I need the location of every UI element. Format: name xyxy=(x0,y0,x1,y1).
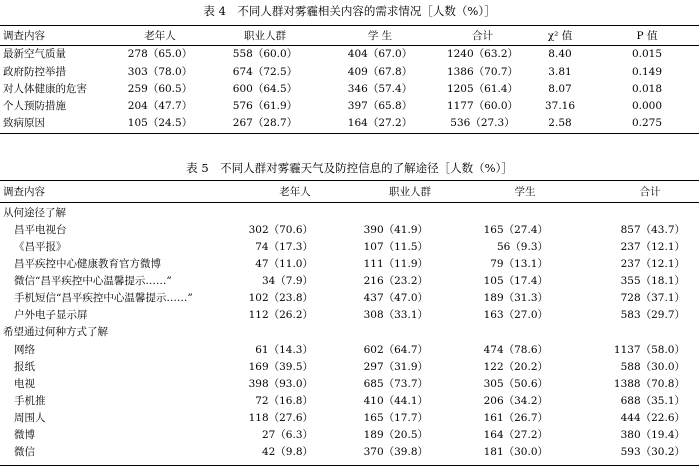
table-cell: 107（11.5） xyxy=(363,241,428,253)
table-cell: 0.000 xyxy=(631,100,663,112)
table-row xyxy=(0,259,699,275)
table-cell: 165（27.4） xyxy=(483,224,548,236)
table-cell: 0.018 xyxy=(631,83,663,95)
table-row xyxy=(0,345,699,361)
table-cell: 302（70.6） xyxy=(248,224,313,236)
table4-title: 表 4 不同人群对雾霾相关内容的需求情况［人数（%）］ xyxy=(203,4,496,18)
table-row xyxy=(0,310,699,326)
section-title: 从何途径了解 xyxy=(3,207,66,219)
table4-header-total: 合计 xyxy=(472,30,493,42)
table4-header-rule xyxy=(0,45,699,46)
table-cell: 手机推 xyxy=(14,395,46,407)
table5-title: 表 5 不同人群对雾霾天气及防控信息的了解途径［人数（%）］ xyxy=(186,161,513,175)
table-row xyxy=(0,242,699,258)
table-row xyxy=(0,447,699,463)
table-cell: 报纸 xyxy=(14,361,35,373)
table-cell: 346（57.4） xyxy=(347,83,413,95)
table-cell: 122（20.2） xyxy=(483,361,548,373)
table-row xyxy=(0,379,699,395)
table-cell: 857（43.7） xyxy=(620,224,685,236)
table-cell: 278（65.0） xyxy=(127,48,193,60)
table-cell: 161（26.7） xyxy=(483,412,548,424)
table-cell: 电视 xyxy=(14,378,35,390)
table-cell: 2.58 xyxy=(548,117,572,129)
table5-bottom-rule xyxy=(0,465,699,466)
table-cell: 688（35.1） xyxy=(620,395,685,407)
table-cell: 56（9.3） xyxy=(496,241,548,253)
table-cell: 昌平疾控中心健康教育官方微博 xyxy=(14,258,161,270)
table-cell: 444（22.6） xyxy=(620,412,685,424)
table-cell: 297（31.9） xyxy=(363,361,428,373)
table-cell: 206（34.2） xyxy=(483,395,548,407)
table-cell: 437（47.0） xyxy=(363,292,428,304)
table5-header-elderly: 老年人 xyxy=(279,186,311,198)
table-cell: 昌平电视台 xyxy=(14,224,67,236)
table-cell: 1137（58.0） xyxy=(613,344,685,356)
table-cell: 42（9.8） xyxy=(261,446,313,458)
table-cell: 355（18.1） xyxy=(620,275,685,287)
table-cell: 474（78.6） xyxy=(483,344,548,356)
table-cell: 303（78.0） xyxy=(127,66,193,78)
table-cell: 189（20.5） xyxy=(363,429,428,441)
table-row xyxy=(0,67,699,83)
table5-header-workers: 职业人群 xyxy=(389,186,431,198)
table-cell: 1388（70.8） xyxy=(613,378,685,390)
table-cell: 398（93.0） xyxy=(248,378,313,390)
table-cell: 118（27.6） xyxy=(248,412,313,424)
table-cell: 404（67.0） xyxy=(347,48,413,60)
table-row xyxy=(0,396,699,412)
table5-top-rule xyxy=(0,180,699,181)
table-cell: 79（13.1） xyxy=(490,258,548,270)
table5-header-total: 合计 xyxy=(639,186,661,198)
table4-header-workers: 职业人群 xyxy=(244,30,286,42)
section-heading xyxy=(0,327,699,343)
table-cell: 105（24.5） xyxy=(127,117,193,129)
table-cell: 《昌平报》 xyxy=(14,241,67,253)
table-row xyxy=(0,362,699,378)
table-cell: 237（12.1） xyxy=(620,241,685,253)
table5-header-row xyxy=(0,187,699,203)
table4-top-rule xyxy=(0,25,699,26)
table-row xyxy=(0,413,699,429)
table-cell: 个人预防措施 xyxy=(3,100,66,112)
table-cell: 3.81 xyxy=(548,66,572,78)
table-cell: 微信“昌平疾控中心温馨提示……” xyxy=(14,275,172,287)
table4-header-students: 学 生 xyxy=(367,30,393,42)
table-cell: 0.275 xyxy=(631,117,663,129)
table-cell: 致病原因 xyxy=(3,117,45,129)
table-cell: 237（12.1） xyxy=(620,258,685,270)
table-cell: 8.40 xyxy=(548,48,572,60)
table-cell: 111（11.9） xyxy=(363,258,428,270)
table-cell: 102（23.8） xyxy=(248,292,313,304)
table-cell: 微信 xyxy=(14,446,35,458)
table-cell: 47（11.0） xyxy=(255,258,313,270)
table4-header-elderly: 老年人 xyxy=(144,30,176,42)
table-cell: 390（41.9） xyxy=(363,224,428,236)
table-cell: 593（30.2） xyxy=(620,446,685,458)
table-cell: 600（64.5） xyxy=(232,83,298,95)
table-cell: 164（27.2） xyxy=(347,117,413,129)
table-cell: 216（23.2） xyxy=(363,275,428,287)
table-row xyxy=(0,49,699,65)
table-cell: 最新空气质量 xyxy=(3,48,66,60)
table-cell: 34（7.9） xyxy=(261,275,313,287)
section-title: 希望通过何种方式了解 xyxy=(3,326,108,338)
table4-bottom-rule xyxy=(0,133,699,134)
table-cell: 72（16.8） xyxy=(255,395,313,407)
table-cell: 0.015 xyxy=(631,48,663,60)
table-cell: 410（44.1） xyxy=(363,395,428,407)
table-cell: 微博 xyxy=(14,429,35,441)
table-cell: 204（47.7） xyxy=(127,100,193,112)
table-cell: 74（17.3） xyxy=(255,241,313,253)
section-heading xyxy=(0,208,699,224)
table-cell: 259（60.5） xyxy=(127,83,193,95)
table-cell: 588（30.0） xyxy=(620,361,685,373)
table-row xyxy=(0,118,699,134)
table-cell: 380（19.4） xyxy=(620,429,685,441)
table-cell: 305（50.6） xyxy=(483,378,548,390)
table-row xyxy=(0,84,699,100)
table-cell: 583（29.7） xyxy=(620,309,685,321)
table-cell: 169（39.5） xyxy=(248,361,313,373)
table-cell: 户外电子显示屏 xyxy=(14,309,88,321)
table-cell: 8.07 xyxy=(548,83,572,95)
table-cell: 163（27.0） xyxy=(483,309,548,321)
table-cell: 对人体健康的危害 xyxy=(3,83,87,95)
table-cell: 1177（60.0） xyxy=(446,100,519,112)
table-cell: 397（65.8） xyxy=(347,100,413,112)
table-row xyxy=(0,101,699,117)
table-cell: 728（37.1） xyxy=(620,292,685,304)
table5-header-item: 调查内容 xyxy=(3,186,45,198)
table-row xyxy=(0,225,699,241)
table-cell: 370（39.8） xyxy=(363,446,428,458)
table-cell: 37.16 xyxy=(544,100,576,112)
table-cell: 0.149 xyxy=(631,66,663,78)
table-cell: 政府防控举措 xyxy=(3,66,66,78)
table5-header-students: 学生 xyxy=(514,186,536,198)
table-cell: 576（61.9） xyxy=(232,100,298,112)
table-cell: 267（28.7） xyxy=(232,117,298,129)
table-cell: 105（17.4） xyxy=(483,275,548,287)
table-cell: 409（67.8） xyxy=(347,66,413,78)
table5-header-rule xyxy=(0,202,699,203)
table-cell: 1205（61.4） xyxy=(446,83,519,95)
table-cell: 674（72.5） xyxy=(232,66,298,78)
table-cell: 112（26.2） xyxy=(248,309,313,321)
table-cell: 602（64.7） xyxy=(363,344,428,356)
table-cell: 1240（63.2） xyxy=(446,48,519,60)
table-row xyxy=(0,276,699,292)
table-cell: 536（27.3） xyxy=(450,117,515,129)
table4-header-item: 调查内容 xyxy=(3,30,45,42)
table-cell: 308（33.1） xyxy=(363,309,428,321)
table4-header-p: P 值 xyxy=(636,30,658,42)
table-cell: 手机短信“昌平疾控中心温馨提示……” xyxy=(14,292,193,304)
table-cell: 61（14.3） xyxy=(255,344,313,356)
table-cell: 558（60.0） xyxy=(232,48,298,60)
table-cell: 周围人 xyxy=(14,412,46,424)
table-cell: 164（27.2） xyxy=(483,429,548,441)
table-cell: 1386（70.7） xyxy=(446,66,519,78)
table-cell: 181（30.0） xyxy=(483,446,548,458)
table-cell: 27（6.3） xyxy=(261,429,313,441)
table-cell: 189（31.3） xyxy=(483,292,548,304)
table-cell: 网络 xyxy=(14,344,35,356)
table-cell: 165（17.7） xyxy=(363,412,428,424)
table-row xyxy=(0,293,699,309)
table-cell: 685（73.7） xyxy=(363,378,428,390)
table4-header-chi2: χ² 值 xyxy=(547,30,573,42)
table-row xyxy=(0,430,699,446)
